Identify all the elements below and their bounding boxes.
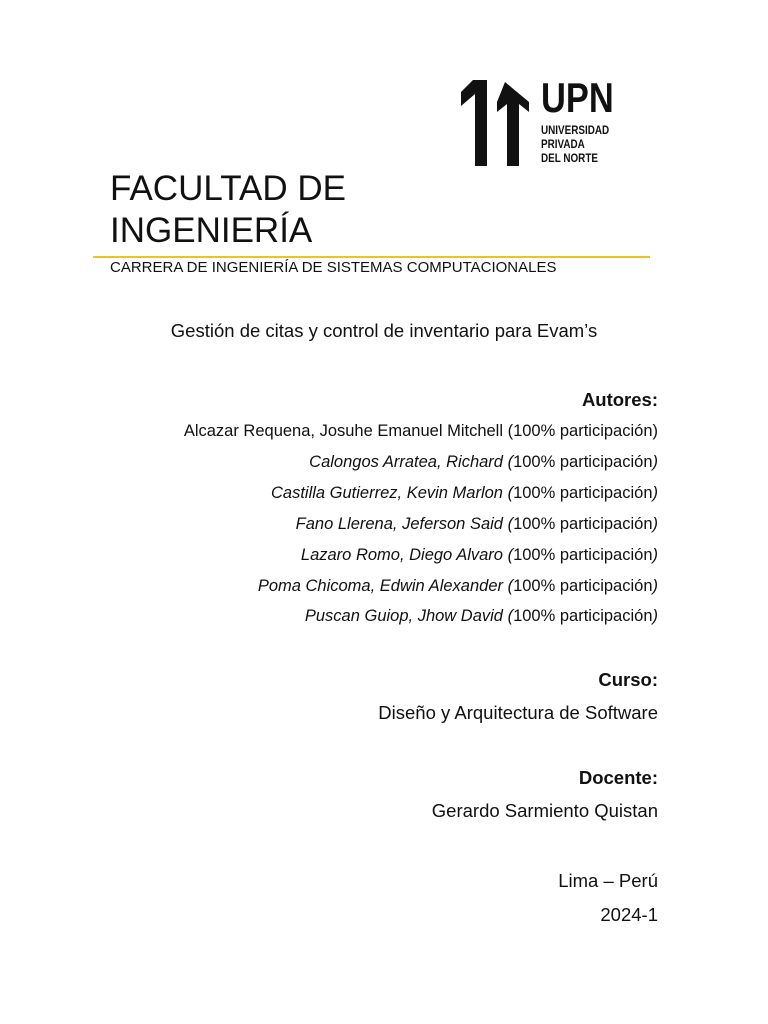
authors-list xyxy=(184,416,658,632)
faculty-line-2: INGENIERÍA xyxy=(110,211,313,250)
course-heading: Curso: xyxy=(598,669,658,690)
author-participation: 100% participación xyxy=(513,545,653,564)
author-line xyxy=(184,571,658,602)
author-paren-close: ) xyxy=(652,483,658,502)
author-paren-open: ( xyxy=(502,483,514,502)
author-name: Calongos Arratea, Richard xyxy=(309,452,503,471)
faculty-title xyxy=(110,168,346,252)
course-name: Diseño y Arquitectura de Software xyxy=(378,702,658,723)
document-title: Gestión de citas y control de inventario para Evam’s xyxy=(170,320,598,341)
author-paren-close: ) xyxy=(652,545,658,564)
author-participation: 100% participación xyxy=(513,514,653,533)
logo-line-3: DEL NORTE xyxy=(541,153,598,165)
author-line xyxy=(184,447,658,478)
author-name: Puscan Guiop, Jhow David xyxy=(304,607,503,626)
location-section xyxy=(558,868,658,928)
course-section xyxy=(378,668,658,726)
period-text: 2024-1 xyxy=(600,904,658,925)
authors-heading: Autores: xyxy=(581,389,658,410)
logo-line-1: UNIVERSIDAD xyxy=(541,125,610,137)
faculty-line-1: FACULTAD DE xyxy=(110,169,346,208)
career-subtitle: CARRERA DE INGENIERÍA DE SISTEMAS COMPUTACIONALES xyxy=(110,259,557,276)
author-paren-open: ( xyxy=(502,576,514,595)
author-line xyxy=(184,509,658,540)
author-name: Fano Llerena, Jeferson Said xyxy=(295,514,503,533)
logo-wordmark xyxy=(541,74,630,166)
author-participation: 100% participación xyxy=(513,452,653,471)
author-line xyxy=(184,540,658,571)
author-paren-open: ( xyxy=(502,514,514,533)
author-paren-open: ( xyxy=(502,452,514,471)
teacher-section xyxy=(432,766,658,824)
author-paren-open: ( xyxy=(502,607,514,626)
logo-brand: UPN xyxy=(541,74,614,121)
author-paren-close: ) xyxy=(652,576,658,595)
author-name: Castilla Gutierrez, Kevin Marlon xyxy=(270,483,503,502)
upn-arrow-icon xyxy=(459,78,533,168)
teacher-heading: Docente: xyxy=(578,767,658,788)
place-text: Lima – Perú xyxy=(558,870,658,891)
authors-section xyxy=(582,388,658,412)
author-participation: 100% participación xyxy=(513,607,653,626)
teacher-name: Gerardo Sarmiento Quistan xyxy=(431,800,658,821)
author-paren-close: ) xyxy=(652,452,658,471)
author-name: Poma Chicoma, Edwin Alexander xyxy=(257,576,503,595)
author-paren-open: ( xyxy=(502,545,514,564)
logo-line-2: PRIVADA xyxy=(541,139,585,151)
author-line: Alcazar Requena, Josuhe Emanuel Mitchell (100% participación) xyxy=(183,422,658,440)
author-line xyxy=(184,478,658,509)
author-paren-close: ) xyxy=(652,514,658,533)
author-name: Lazaro Romo, Diego Alvaro xyxy=(300,545,503,564)
author-line xyxy=(184,601,658,632)
author-participation: 100% participación xyxy=(513,576,653,595)
upn-logo xyxy=(459,74,624,168)
author-participation: 100% participación xyxy=(513,483,653,502)
author-paren-close: ) xyxy=(652,607,658,626)
